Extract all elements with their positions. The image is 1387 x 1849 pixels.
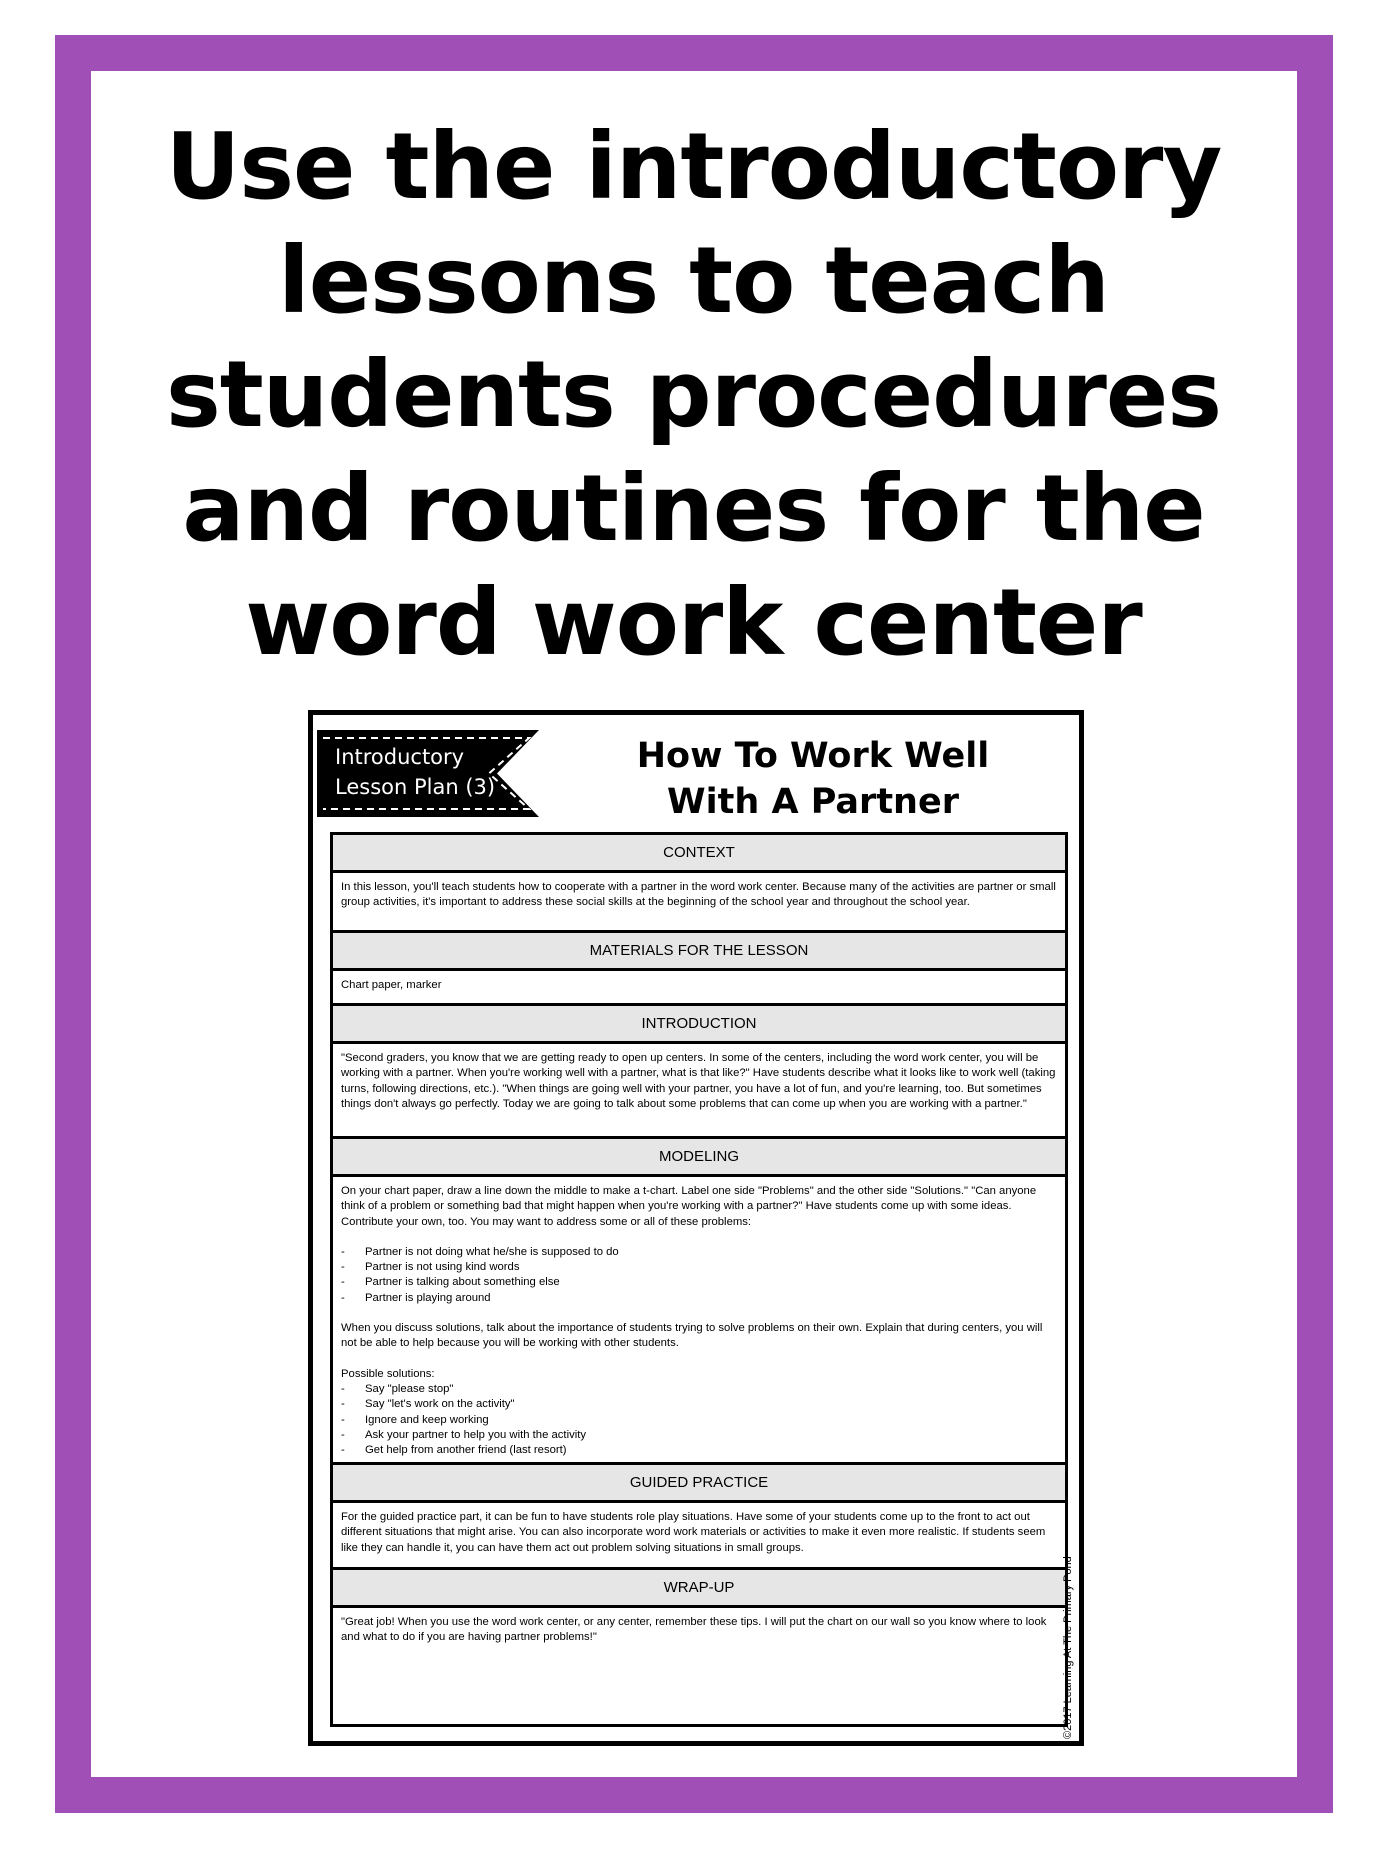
section-heading-wrap-up: WRAP-UP xyxy=(333,1567,1065,1608)
materials-text: Chart paper, marker xyxy=(341,979,442,991)
headline-line: students procedures xyxy=(166,341,1221,448)
section-body-guided-practice xyxy=(333,1503,1065,1567)
headline-line: Use the introductory xyxy=(165,113,1222,220)
section-body-materials xyxy=(333,971,1065,1003)
solutions-label: Possible solutions: xyxy=(341,1367,435,1380)
section-heading-context: CONTEXT xyxy=(333,835,1065,873)
section-heading-introduction: INTRODUCTION xyxy=(333,1003,1065,1044)
introduction-text: "Second graders, you know that we are getting ready to open up centers. In some of the centers, including the word work center, you will be working with a partner. When you're working well with a partner, what is that like?" Have students describe what it looks like to work well (taking turns, following directions, etc.). "When things are going well with your partner, you have a lot of fun, and you're learning, too. But sometimes things don't always go perfectly. Today we are going to talk about some problems that can come up when you are working with a partner." xyxy=(341,1052,1056,1110)
ribbon-line: Lesson Plan (3) xyxy=(335,775,496,799)
solutions-list xyxy=(341,1382,1057,1458)
headline-line: and routines for the xyxy=(182,455,1205,562)
lesson-title-line: With A Partner xyxy=(667,782,959,822)
list-item: - Partner is talking about something else xyxy=(341,1275,1057,1290)
section-heading-modeling: MODELING xyxy=(333,1136,1065,1177)
solutions-text: When you discuss solutions, talk about the importance of students trying to solve problems on their own. Explain that during centers, you will not be able to help because you will be working with other students. xyxy=(341,1322,1043,1350)
list-item: - Partner is not doing what he/she is supposed to do xyxy=(341,1245,1057,1260)
list-item: - Partner is not using kind words xyxy=(341,1260,1057,1275)
lesson-table xyxy=(330,832,1068,1727)
lesson-title xyxy=(568,733,1058,825)
section-body-introduction xyxy=(333,1044,1065,1136)
section-body-context xyxy=(333,873,1065,930)
list-item: - Get help from another friend (last resort) xyxy=(341,1443,1057,1458)
headline xyxy=(150,110,1237,680)
lesson-plan-ribbon xyxy=(317,730,539,817)
list-item: - Ignore and keep working xyxy=(341,1413,1057,1428)
headline-line: lessons to teach xyxy=(278,227,1109,334)
section-heading-materials: MATERIALS FOR THE LESSON xyxy=(333,930,1065,971)
lesson-plan-sheet xyxy=(308,710,1084,1746)
context-text: In this lesson, you'll teach students how to cooperate with a partner in the word work center. Because many of the activities are partner or small group activities, it's important to address these social skills at the beginning of the school year and throughout the school year. xyxy=(341,881,1056,909)
list-item: - Partner is playing around xyxy=(341,1291,1057,1306)
modeling-intro-text: On your chart paper, draw a line down the middle to make a t-chart. Label one side "Problems" and the other side "Solutions." "Can anyone think of a problem or something bad that might happen when you're working with a partner?" Have students come up with some ideas. Contribute your own, too. You may want to address some or all of these problems: xyxy=(341,1185,1037,1228)
section-body-wrap-up xyxy=(333,1608,1065,1724)
section-body-modeling xyxy=(333,1177,1065,1462)
list-item: - Ask your partner to help you with the activity xyxy=(341,1428,1057,1443)
wrap-up-text: "Great job! When you use the word work center, or any center, remember these tips. I will put the chart on our wall so you know where to look and what to do if you are having partner problems!" xyxy=(341,1616,1047,1644)
list-item: - Say "let's work on the activity" xyxy=(341,1397,1057,1412)
problems-list xyxy=(341,1245,1057,1306)
lesson-title-line: How To Work Well xyxy=(636,736,990,776)
guided-practice-text: For the guided practice part, it can be fun to have students role play situations. Have some of your students come up to the front to act out different situations that might arise. You can also incorporate word work materials or activities to make it even more realistic. If students seem like they can handle it, you can have them act out problem solving situations in small groups. xyxy=(341,1511,1046,1554)
list-item: - Say "please stop" xyxy=(341,1382,1057,1397)
ribbon-label xyxy=(335,742,495,802)
copyright-notice: ©2017 Learning At The Primary Pond xyxy=(1062,1556,1074,1739)
section-heading-guided-practice: GUIDED PRACTICE xyxy=(333,1462,1065,1503)
ribbon-line: Introductory xyxy=(335,745,465,769)
headline-line: word work center xyxy=(245,569,1142,676)
